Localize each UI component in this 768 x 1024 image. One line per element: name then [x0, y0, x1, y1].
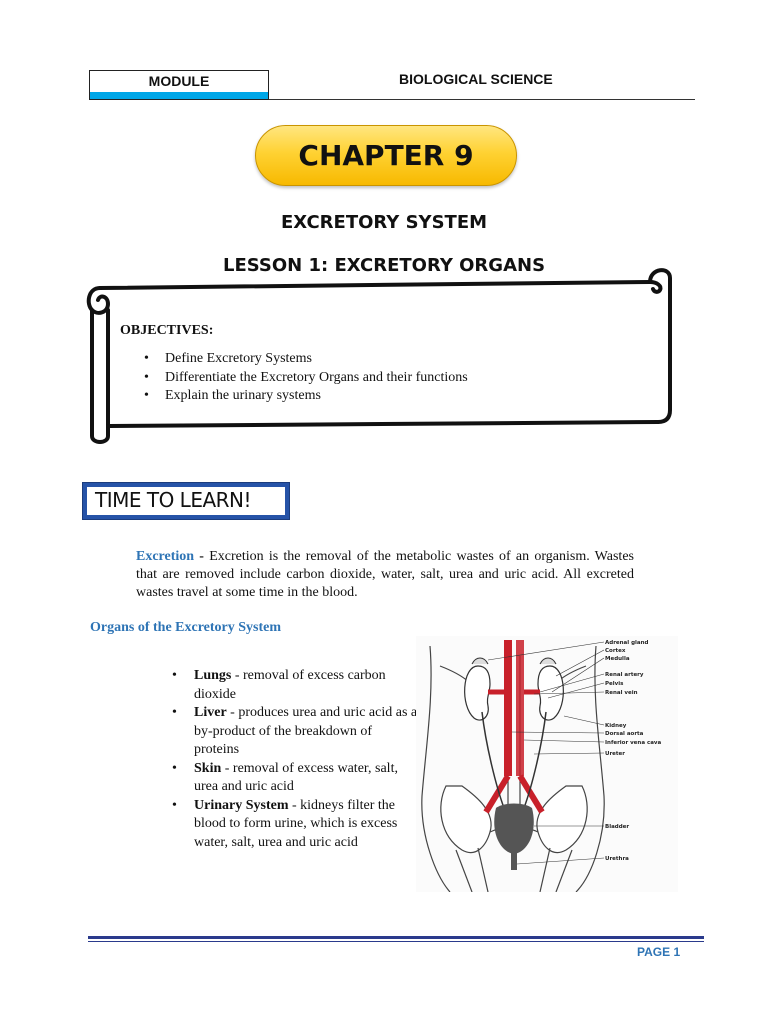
footer-divider-thin	[88, 941, 704, 942]
module-box	[89, 70, 269, 100]
label-urethra: Urethra	[605, 856, 629, 862]
label-adrenal-gland: Adrenal gland	[605, 640, 649, 646]
footer-divider	[88, 936, 704, 939]
organ-name: Lungs	[194, 668, 232, 683]
organ-name: Skin	[194, 760, 222, 776]
label-cortex: Cortex	[605, 648, 626, 654]
label-renal-vein: Renal vein	[605, 690, 638, 696]
lesson-title: LESSON 1: EXCRETORY ORGANS	[222, 255, 546, 276]
excretion-definition: Excretion is the removal of the metabolic wastes of an organism. Wastes that are removed include carbon dioxide, water, salt, urea and uric acid. All excreted wastes travel at some time in the blood.	[136, 549, 634, 600]
organ-list	[172, 667, 418, 852]
organ-item-skin	[172, 760, 418, 797]
organ-item-lungs	[172, 667, 418, 704]
system-title: EXCRETORY SYSTEM	[280, 212, 488, 233]
organ-name: Liver	[194, 705, 227, 720]
organ-name: Urinary System	[194, 797, 289, 813]
organ-item-urinary-system	[172, 797, 418, 853]
subject-title: BIOLOGICAL SCIENCE	[399, 71, 553, 87]
time-to-learn-inner	[87, 487, 285, 515]
chapter-banner	[255, 125, 517, 186]
urinary-system-diagram	[416, 636, 678, 892]
time-to-learn-banner	[82, 482, 290, 520]
objective-item: • Define Excretory Systems	[148, 351, 468, 370]
label-inferior-vena-cava: Inferior vena cava	[605, 740, 662, 746]
organ-desc: - produces urea and uric acid as a by-product of the breakdown of proteins	[194, 705, 418, 757]
chapter-label: CHAPTER 9	[298, 139, 474, 172]
label-dorsal-aorta: Dorsal aorta	[605, 731, 644, 737]
excretion-term: Excretion	[136, 549, 195, 564]
organ-desc: - removal of excess carbon dioxide	[194, 668, 386, 702]
excretion-paragraph	[136, 548, 634, 602]
label-kidney: Kidney	[605, 723, 627, 729]
objectives-heading: OBJECTIVES:	[120, 323, 214, 338]
organ-desc: - kidneys filter the blood to form urine, which is excess water, salt, urea and uric acid	[194, 797, 398, 850]
objectives-list	[148, 351, 468, 407]
label-ureter: Ureter	[605, 751, 625, 757]
label-medulla: Medulla	[605, 656, 630, 662]
label-renal-artery: Renal artery	[605, 672, 644, 678]
organs-heading: Organs of the Excretory System	[90, 620, 282, 635]
module-label: MODULE	[148, 73, 210, 89]
label-bladder: Bladder	[605, 824, 630, 830]
organ-desc: - removal of excess water, salt, urea and uric acid	[194, 760, 398, 794]
module-accent-bar	[90, 92, 268, 99]
header-divider	[269, 99, 695, 100]
organ-item-liver	[172, 704, 418, 760]
objective-item: • Differentiate the Excretory Organs and their functions	[148, 370, 468, 389]
label-pelvis: Pelvis	[605, 681, 624, 687]
objective-item: • Explain the urinary systems	[148, 388, 468, 407]
excretion-dash: -	[194, 549, 204, 564]
time-to-learn-text: TIME TO LEARN!	[95, 488, 252, 512]
page-number: PAGE 1	[637, 945, 681, 959]
